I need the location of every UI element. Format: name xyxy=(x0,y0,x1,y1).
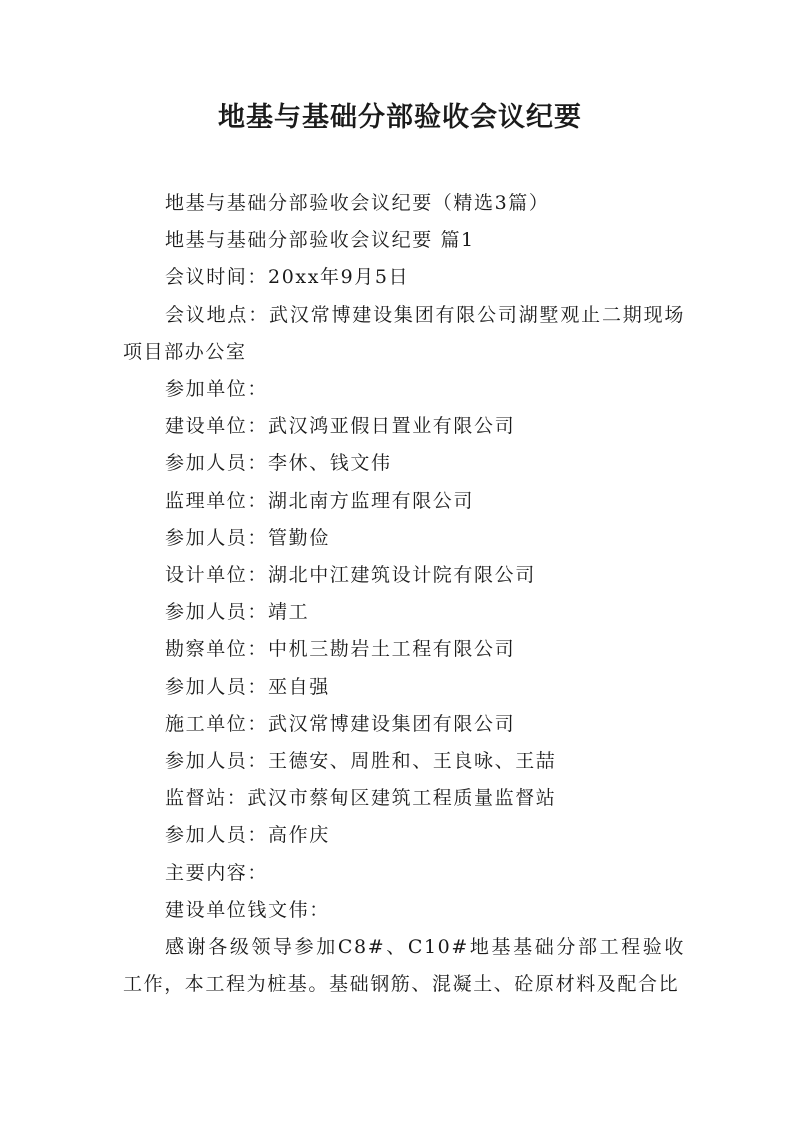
paragraph-survey-attendees: 参加人员：巫自强 xyxy=(165,675,330,698)
document-title: 地基与基础分部验收会议纪要 xyxy=(218,102,582,133)
paragraph-speaker: 建设单位钱文伟： xyxy=(165,898,330,921)
document-body xyxy=(123,185,685,1003)
paragraph-meeting-location: 会议地点：武汉常博建设集团有限公司湖墅观止二期现场项目部办公室 xyxy=(123,303,685,363)
paragraph-design-attendees: 参加人员：靖工 xyxy=(165,601,310,624)
paragraph-supervision-attendees: 参加人员：管勤俭 xyxy=(165,526,330,549)
paragraph-meeting-time: 会议时间：20xx年9月5日 xyxy=(165,266,410,289)
paragraph-inspection-station: 监督站：武汉市蔡甸区建筑工程质量监督站 xyxy=(165,787,557,810)
paragraph-participating-units: 参加单位： xyxy=(165,378,269,401)
paragraph-survey-unit: 勘察单位：中机三勘岩土工程有限公司 xyxy=(165,638,516,661)
paragraph-supervision-unit: 监理单位：湖北南方监理有限公司 xyxy=(165,489,475,512)
paragraph-contractor-attendees: 参加人员：王德安、周胜和、王良咏、王喆 xyxy=(165,750,557,773)
paragraph-main-content: 主要内容： xyxy=(165,861,269,884)
paragraph-inspection-attendees: 参加人员：高作庆 xyxy=(165,824,330,847)
paragraph-subtitle: 地基与基础分部验收会议纪要（精选3篇） xyxy=(165,192,550,214)
paragraph-speech: 感谢各级领导参加C8#、C10#地基基础分部工程验收工作，本工程为桩基。基础钢筋、混凝土、砼原材料及配合比 xyxy=(123,936,685,996)
paragraph-section-heading: 地基与基础分部验收会议纪要 篇1 xyxy=(165,229,475,252)
paragraph-design-unit: 设计单位：湖北中江建筑设计院有限公司 xyxy=(165,564,536,587)
paragraph-construction-owner: 建设单位：武汉鸿亚假日置业有限公司 xyxy=(165,415,516,438)
paragraph-contractor-unit: 施工单位：武汉常博建设集团有限公司 xyxy=(165,712,516,735)
paragraph-owner-attendees: 参加人员：李休、钱文伟 xyxy=(165,452,392,475)
